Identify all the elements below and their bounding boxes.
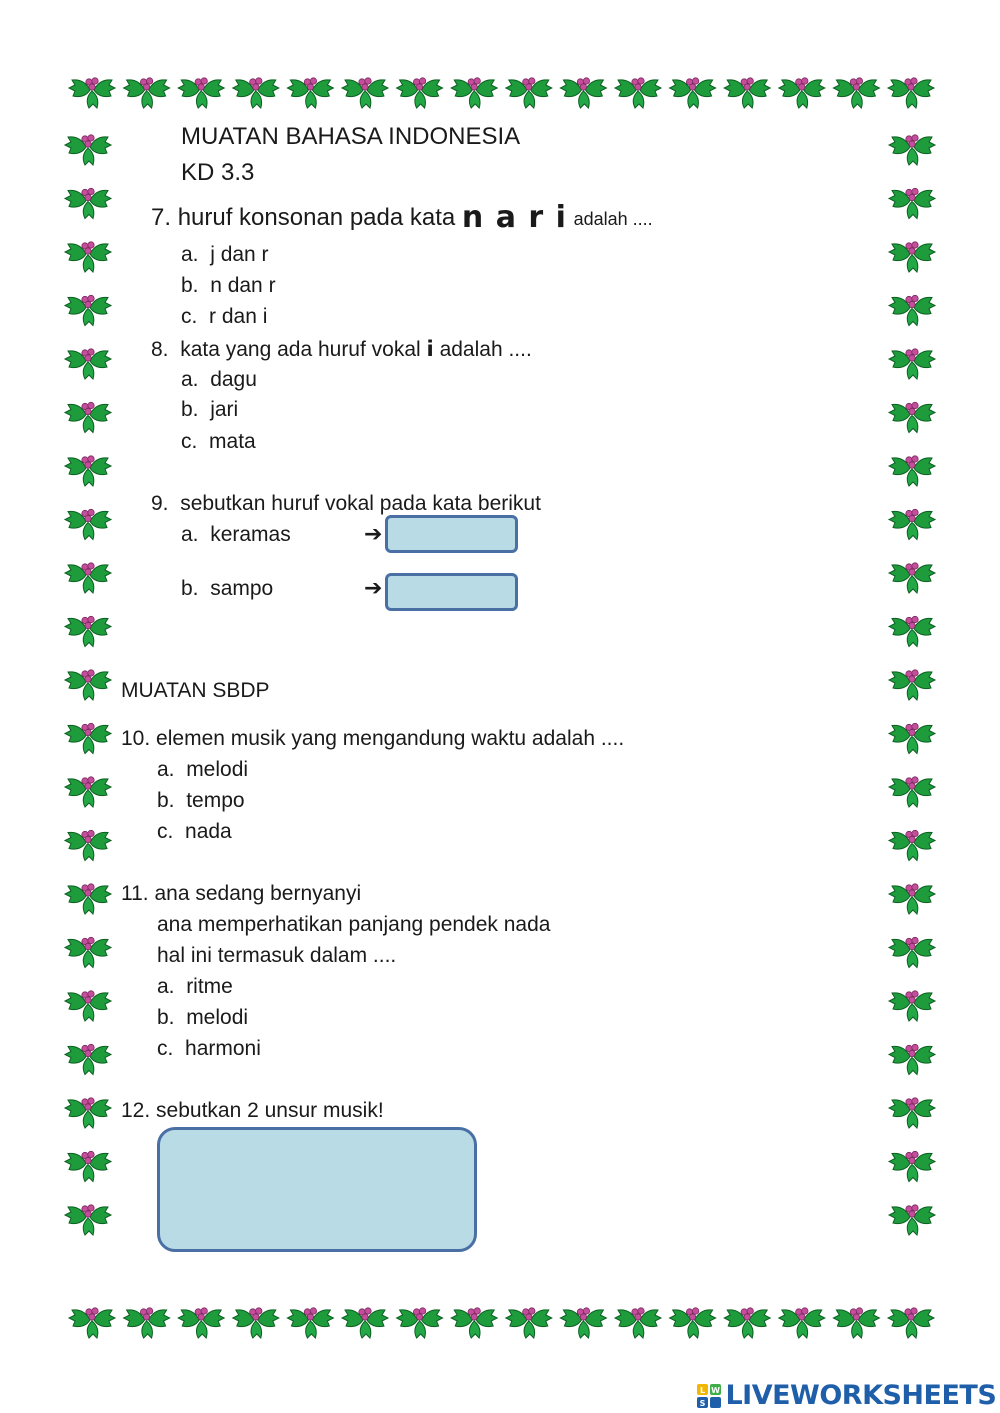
section-title-bahasa: MUATAN BAHASA INDONESIA	[181, 123, 521, 150]
question-12	[121, 1099, 384, 1123]
logo-text: LIVEWORKSHEETS	[725, 1380, 997, 1411]
holly-sprig	[560, 1308, 606, 1338]
holly-sprig	[233, 78, 279, 108]
holly-sprig	[779, 1308, 825, 1338]
svg-text:S: S	[699, 1398, 706, 1408]
question-text: kata yang ada huruf vokal	[180, 338, 421, 361]
question-suffix: adalah ....	[439, 338, 532, 361]
holly-sprig	[833, 78, 879, 108]
arrow-right-icon: ➔	[364, 522, 383, 547]
holly-sprig	[451, 1308, 497, 1338]
question-number: 12.	[121, 1099, 151, 1122]
holly-sprig	[69, 1308, 115, 1338]
holly-sprig	[65, 1044, 111, 1074]
holly-sprig	[65, 188, 111, 218]
holly-sprig	[124, 1308, 170, 1338]
holly-sprig	[287, 78, 333, 108]
question-number: 8.	[151, 338, 169, 361]
answer-input-9b[interactable]	[385, 573, 518, 611]
holly-sprig	[65, 402, 111, 432]
question-11	[121, 882, 361, 906]
holly-sprig	[889, 937, 935, 967]
holly-sprig	[889, 509, 935, 539]
question-7	[151, 200, 653, 235]
question-8	[151, 337, 532, 362]
holly-sprig	[889, 670, 935, 700]
holly-sprig	[65, 777, 111, 807]
option-7c[interactable]: c. r dan i	[181, 305, 268, 328]
answer-textarea-12[interactable]	[157, 1127, 477, 1252]
holly-sprig	[65, 616, 111, 646]
holly-sprig	[65, 563, 111, 593]
option-7a[interactable]: a. j dan r	[181, 243, 269, 266]
holly-sprig	[615, 78, 661, 108]
option-8a[interactable]: a. dagu	[181, 368, 257, 391]
holly-sprig	[889, 1205, 935, 1235]
holly-sprig	[451, 78, 497, 108]
question-number: 11.	[121, 882, 149, 905]
holly-sprig	[65, 349, 111, 379]
item-9b: b. sampo	[181, 577, 274, 600]
holly-sprig	[65, 1151, 111, 1181]
holly-sprig	[889, 295, 935, 325]
liveworksheets-logo[interactable]	[697, 1380, 996, 1410]
question-number: 7.	[151, 204, 172, 231]
emphasized-letter: i	[426, 337, 434, 361]
question-11-line-3: hal ini termasuk dalam ....	[157, 944, 397, 967]
option-11a[interactable]: a. ritme	[157, 975, 233, 998]
question-text: elemen musik yang mengandung waktu adalah ....	[156, 727, 625, 750]
question-10	[121, 727, 624, 751]
option-10b[interactable]: b. tempo	[157, 789, 245, 812]
question-text: ana sedang bernyanyi	[154, 882, 362, 905]
holly-sprig	[65, 295, 111, 325]
holly-sprig	[670, 78, 716, 108]
holly-sprig	[724, 78, 770, 108]
option-8c[interactable]: c. mata	[181, 430, 256, 453]
holly-sprig	[833, 1308, 879, 1338]
holly-sprig	[889, 135, 935, 165]
holly-sprig	[889, 616, 935, 646]
holly-sprig	[506, 78, 552, 108]
svg-text:W: W	[711, 1385, 720, 1395]
option-10c[interactable]: c. nada	[157, 820, 232, 843]
holly-sprig	[889, 456, 935, 486]
holly-sprig	[65, 509, 111, 539]
holly-sprig	[65, 242, 111, 272]
holly-sprig	[65, 991, 111, 1021]
holly-sprig	[889, 884, 935, 914]
holly-sprig	[889, 188, 935, 218]
holly-sprig	[69, 78, 115, 108]
holly-sprig	[560, 78, 606, 108]
holly-sprig	[888, 1308, 934, 1338]
holly-sprig	[65, 937, 111, 967]
question-text: huruf konsonan pada kata	[177, 204, 456, 231]
holly-sprig	[615, 1308, 661, 1338]
holly-sprig	[178, 1308, 224, 1338]
option-10a[interactable]: a. melodi	[157, 758, 249, 781]
holly-sprig	[889, 1151, 935, 1181]
holly-sprig	[178, 78, 224, 108]
holly-sprig	[670, 1308, 716, 1338]
holly-sprig	[65, 1098, 111, 1128]
holly-sprig	[65, 135, 111, 165]
holly-sprig	[506, 1308, 552, 1338]
holly-sprig	[397, 1308, 443, 1338]
holly-sprig	[889, 349, 935, 379]
holly-sprig	[65, 456, 111, 486]
holly-sprig	[889, 723, 935, 753]
holly-sprig	[124, 78, 170, 108]
holly-sprig	[889, 830, 935, 860]
holly-sprig	[889, 242, 935, 272]
holly-sprig	[779, 78, 825, 108]
liveworksheets-logo-icon	[697, 1384, 721, 1408]
question-9	[151, 492, 541, 516]
holly-sprig	[287, 1308, 333, 1338]
answer-input-9a[interactable]	[385, 515, 518, 553]
option-11c[interactable]: c. harmoni	[157, 1037, 261, 1060]
question-text: sebutkan huruf vokal pada kata berikut	[180, 492, 541, 515]
section-title-sbdp: MUATAN SBDP	[121, 679, 270, 702]
holly-sprig	[65, 830, 111, 860]
question-number: 9.	[151, 492, 169, 515]
holly-sprig	[889, 563, 935, 593]
holly-sprig	[889, 777, 935, 807]
option-8b[interactable]: b. jari	[181, 398, 239, 421]
option-11b[interactable]: b. melodi	[157, 1006, 249, 1029]
holly-sprig	[397, 78, 443, 108]
kd-label: KD 3.3	[181, 159, 255, 186]
holly-sprig	[889, 991, 935, 1021]
holly-sprig	[65, 1205, 111, 1235]
question-number: 10.	[121, 727, 151, 750]
item-9a: a. keramas	[181, 523, 291, 546]
question-text: sebutkan 2 unsur musik!	[156, 1099, 384, 1122]
holly-sprig	[342, 78, 388, 108]
holly-sprig	[233, 1308, 279, 1338]
question-11-line-2: ana memperhatikan panjang pendek nada	[157, 913, 551, 936]
holly-sprig	[65, 670, 111, 700]
holly-sprig	[65, 884, 111, 914]
holly-sprig	[724, 1308, 770, 1338]
holly-sprig	[889, 1098, 935, 1128]
holly-sprig	[888, 78, 934, 108]
arrow-right-icon: ➔	[364, 576, 383, 601]
holly-sprig	[889, 1044, 935, 1074]
holly-sprig	[342, 1308, 388, 1338]
emphasized-word: n a r i	[461, 200, 567, 235]
holly-sprig	[65, 723, 111, 753]
svg-text:L: L	[699, 1385, 706, 1395]
option-7b[interactable]: b. n dan r	[181, 274, 276, 297]
question-suffix: adalah ....	[573, 209, 653, 229]
holly-sprig	[889, 402, 935, 432]
